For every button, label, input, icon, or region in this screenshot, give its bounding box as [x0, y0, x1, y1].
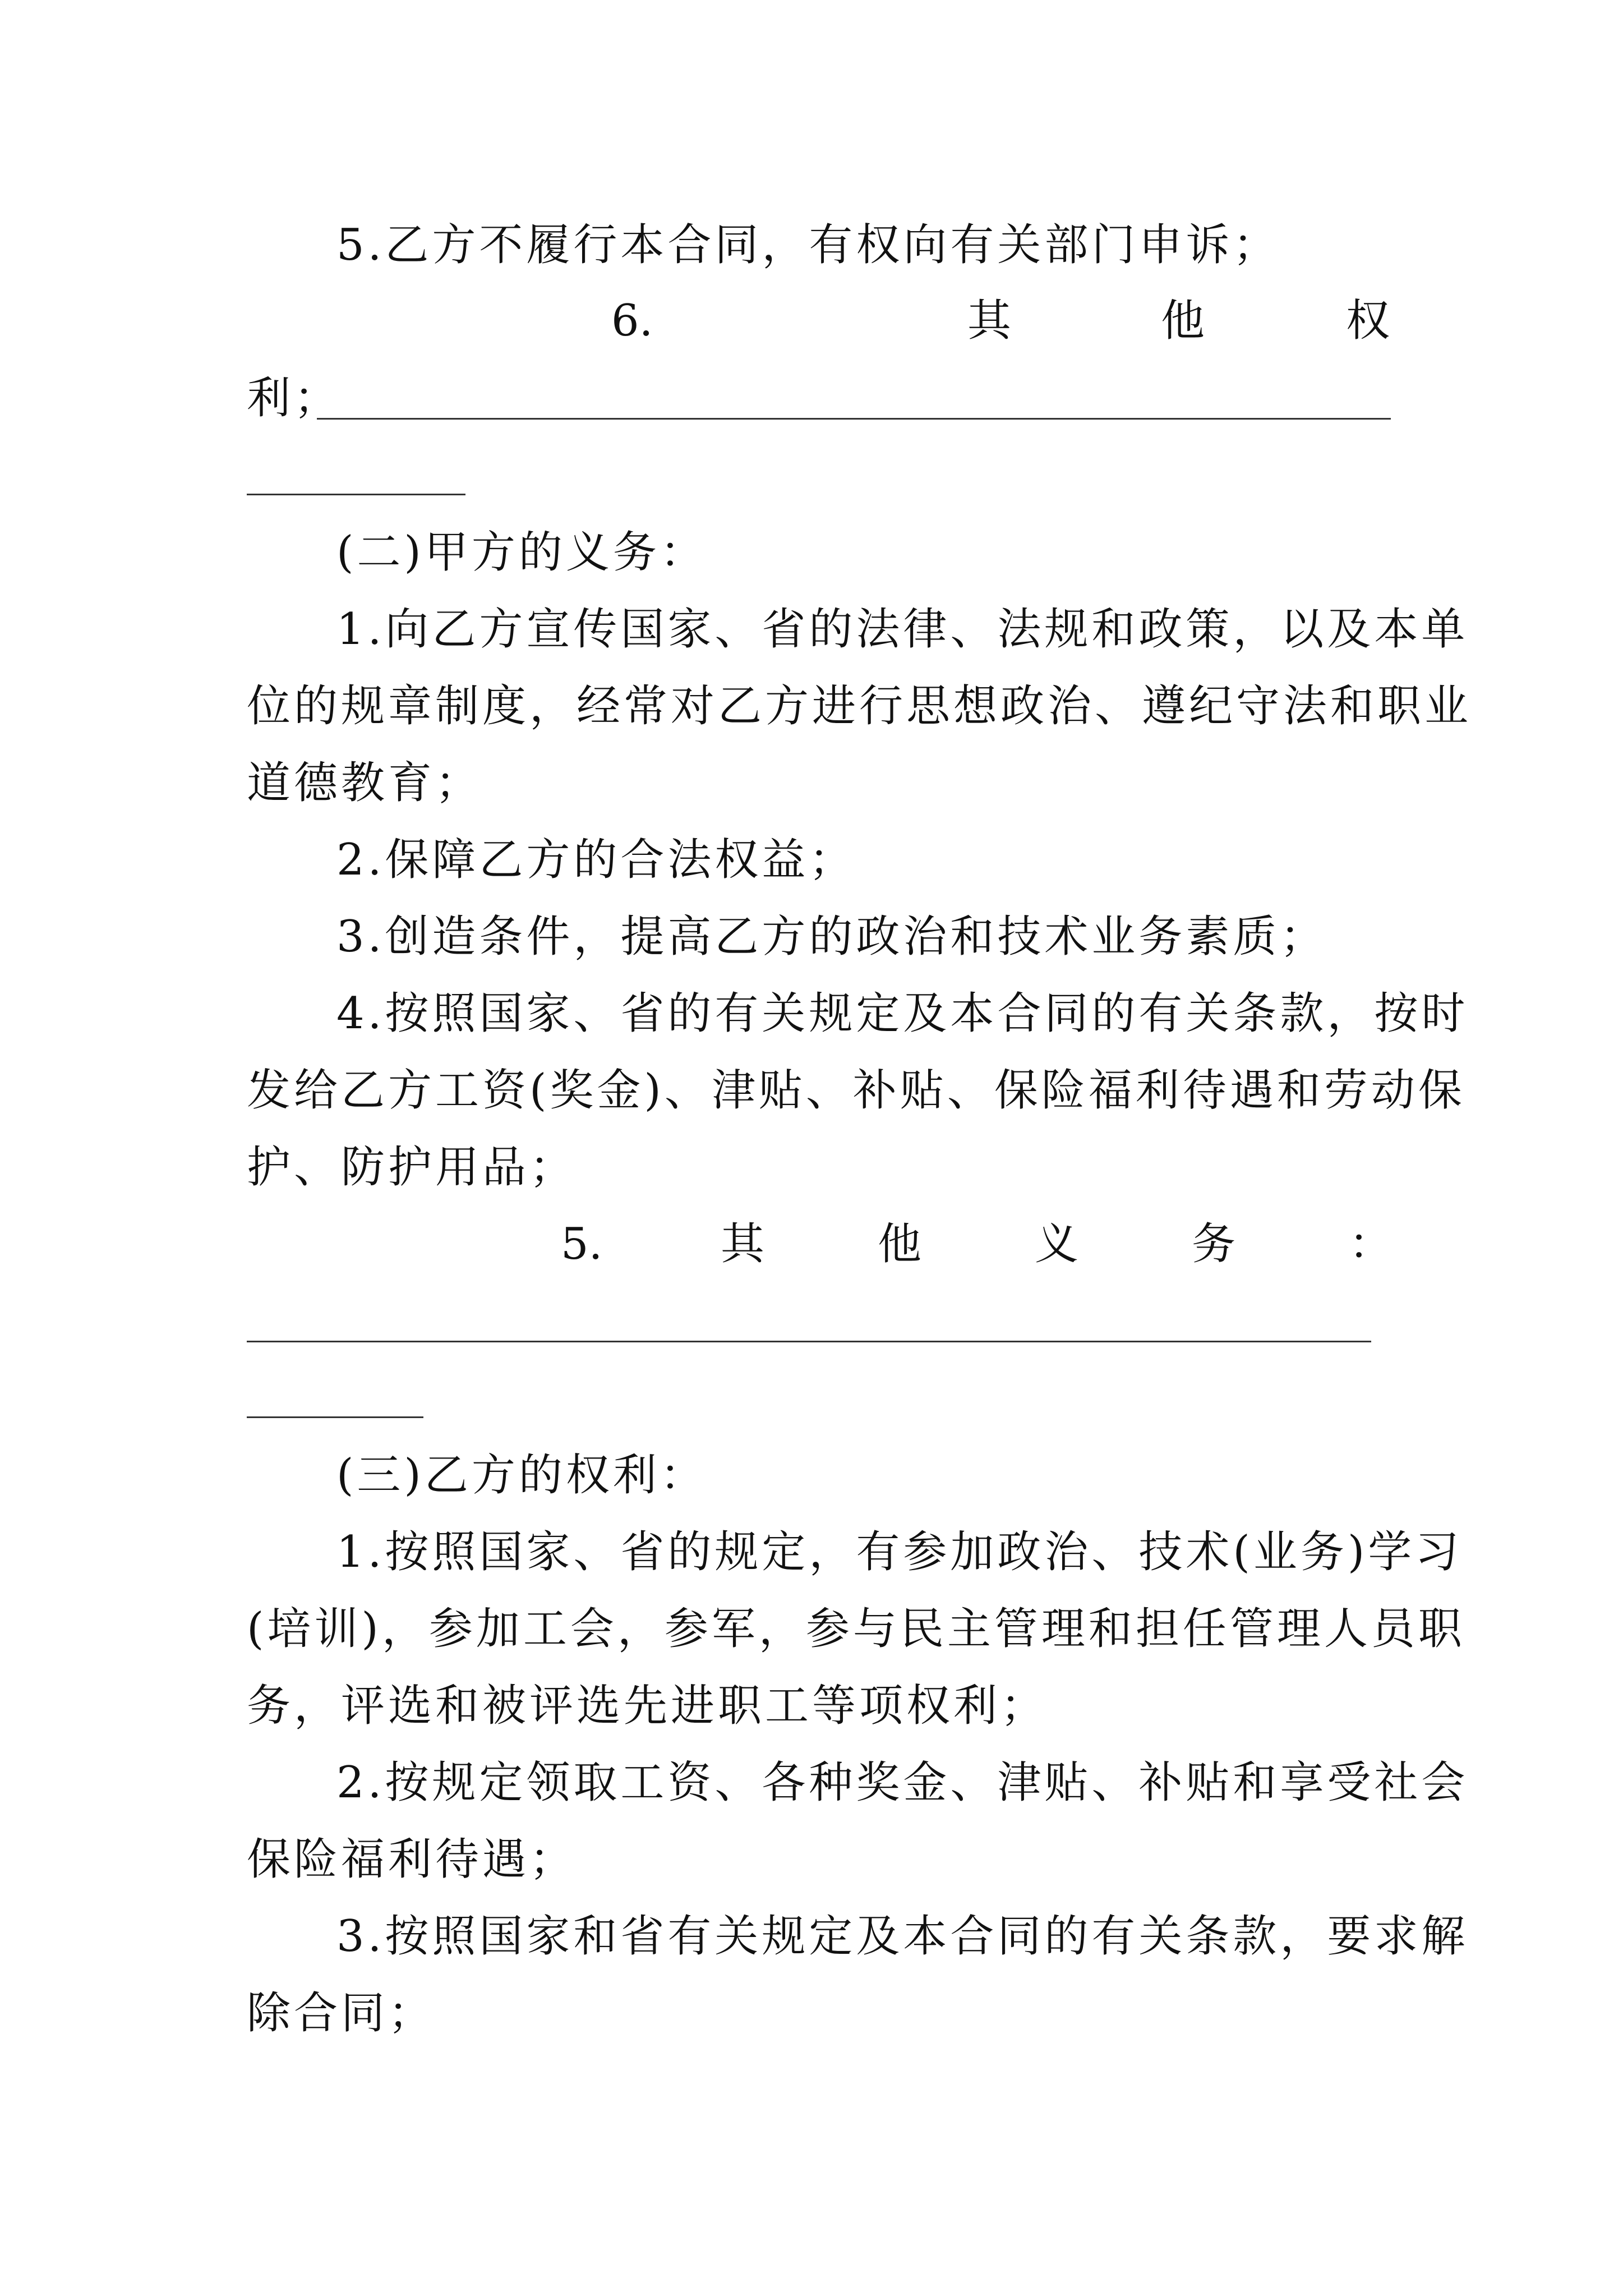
s2-5-char-1: 其 — [721, 1219, 765, 1269]
b6-number: 6. — [611, 296, 653, 346]
paragraph-3-2-line-1: 2.按规定领取工资、各种奖金、津贴、补贴和享受社会 — [336, 1757, 1469, 1808]
paragraph-2-2: 2.保障乙方的合法权益； — [336, 835, 856, 885]
blank-underline — [247, 1416, 423, 1418]
section-title-2: (二)甲方的义务： — [336, 527, 707, 578]
blank-underline — [317, 418, 1391, 420]
paragraph-2-3: 3.创造条件，提高乙方的政治和技术业务素质； — [336, 912, 1327, 962]
paragraph-3-1-line-2: (培训)，参加工会，参军，参与民主管理和担任管理人员职 — [247, 1604, 1465, 1654]
paragraph-3-3-line-2: 除合同； — [247, 1988, 436, 2039]
blank-underline — [247, 494, 465, 495]
paragraph-3-2-line-2: 保险福利待遇； — [247, 1834, 577, 1885]
s2-5-char-3: 义 — [1035, 1219, 1079, 1269]
s2-5-char-2: 他 — [878, 1219, 922, 1269]
s2-5-char-4: 务 — [1192, 1219, 1236, 1269]
b6-char-2: 他 — [1161, 296, 1205, 346]
paragraph-3-1-line-1: 1.按照国家、省的规定，有参加政治、技术(业务)学习 — [336, 1527, 1463, 1577]
paragraph-2-1-line-1: 1.向乙方宣传国家、省的法律、法规和政策，以及本单 — [336, 604, 1469, 655]
paragraph-3-1-line-3: 务，评选和被评选先进职工等项权利； — [247, 1681, 1048, 1731]
s2-5-char-5: ： — [1349, 1219, 1393, 1269]
section-title-3: (三)乙方的权利： — [336, 1450, 707, 1501]
b6-continuation: 利； — [247, 373, 342, 424]
paragraph-b5: 5.乙方不履行本合同，有权向有关部门申诉； — [336, 220, 1280, 270]
b6-char-3: 权 — [1346, 296, 1390, 346]
paragraph-3-3-line-1: 3.按照国家和省有关规定及本合同的有关条款，要求解 — [336, 1911, 1469, 1962]
paragraph-2-4-line-2: 发给乙方工资(奖金)、津贴、补贴、保险福利待遇和劳动保 — [247, 1065, 1465, 1116]
b6-char-1: 其 — [967, 296, 1012, 346]
paragraph-2-1-line-2: 位的规章制度，经常对乙方进行思想政治、遵纪守法和职业 — [247, 681, 1472, 731]
paragraph-2-1-line-3: 道德教育； — [247, 758, 483, 808]
paragraph-2-4-line-1: 4.按照国家、省的有关规定及本合同的有关条款，按时 — [336, 988, 1469, 1039]
blank-underline — [247, 1341, 1371, 1342]
paragraph-2-4-line-3: 护、防护用品； — [247, 1142, 577, 1193]
s2-5-number: 5. — [561, 1219, 603, 1269]
